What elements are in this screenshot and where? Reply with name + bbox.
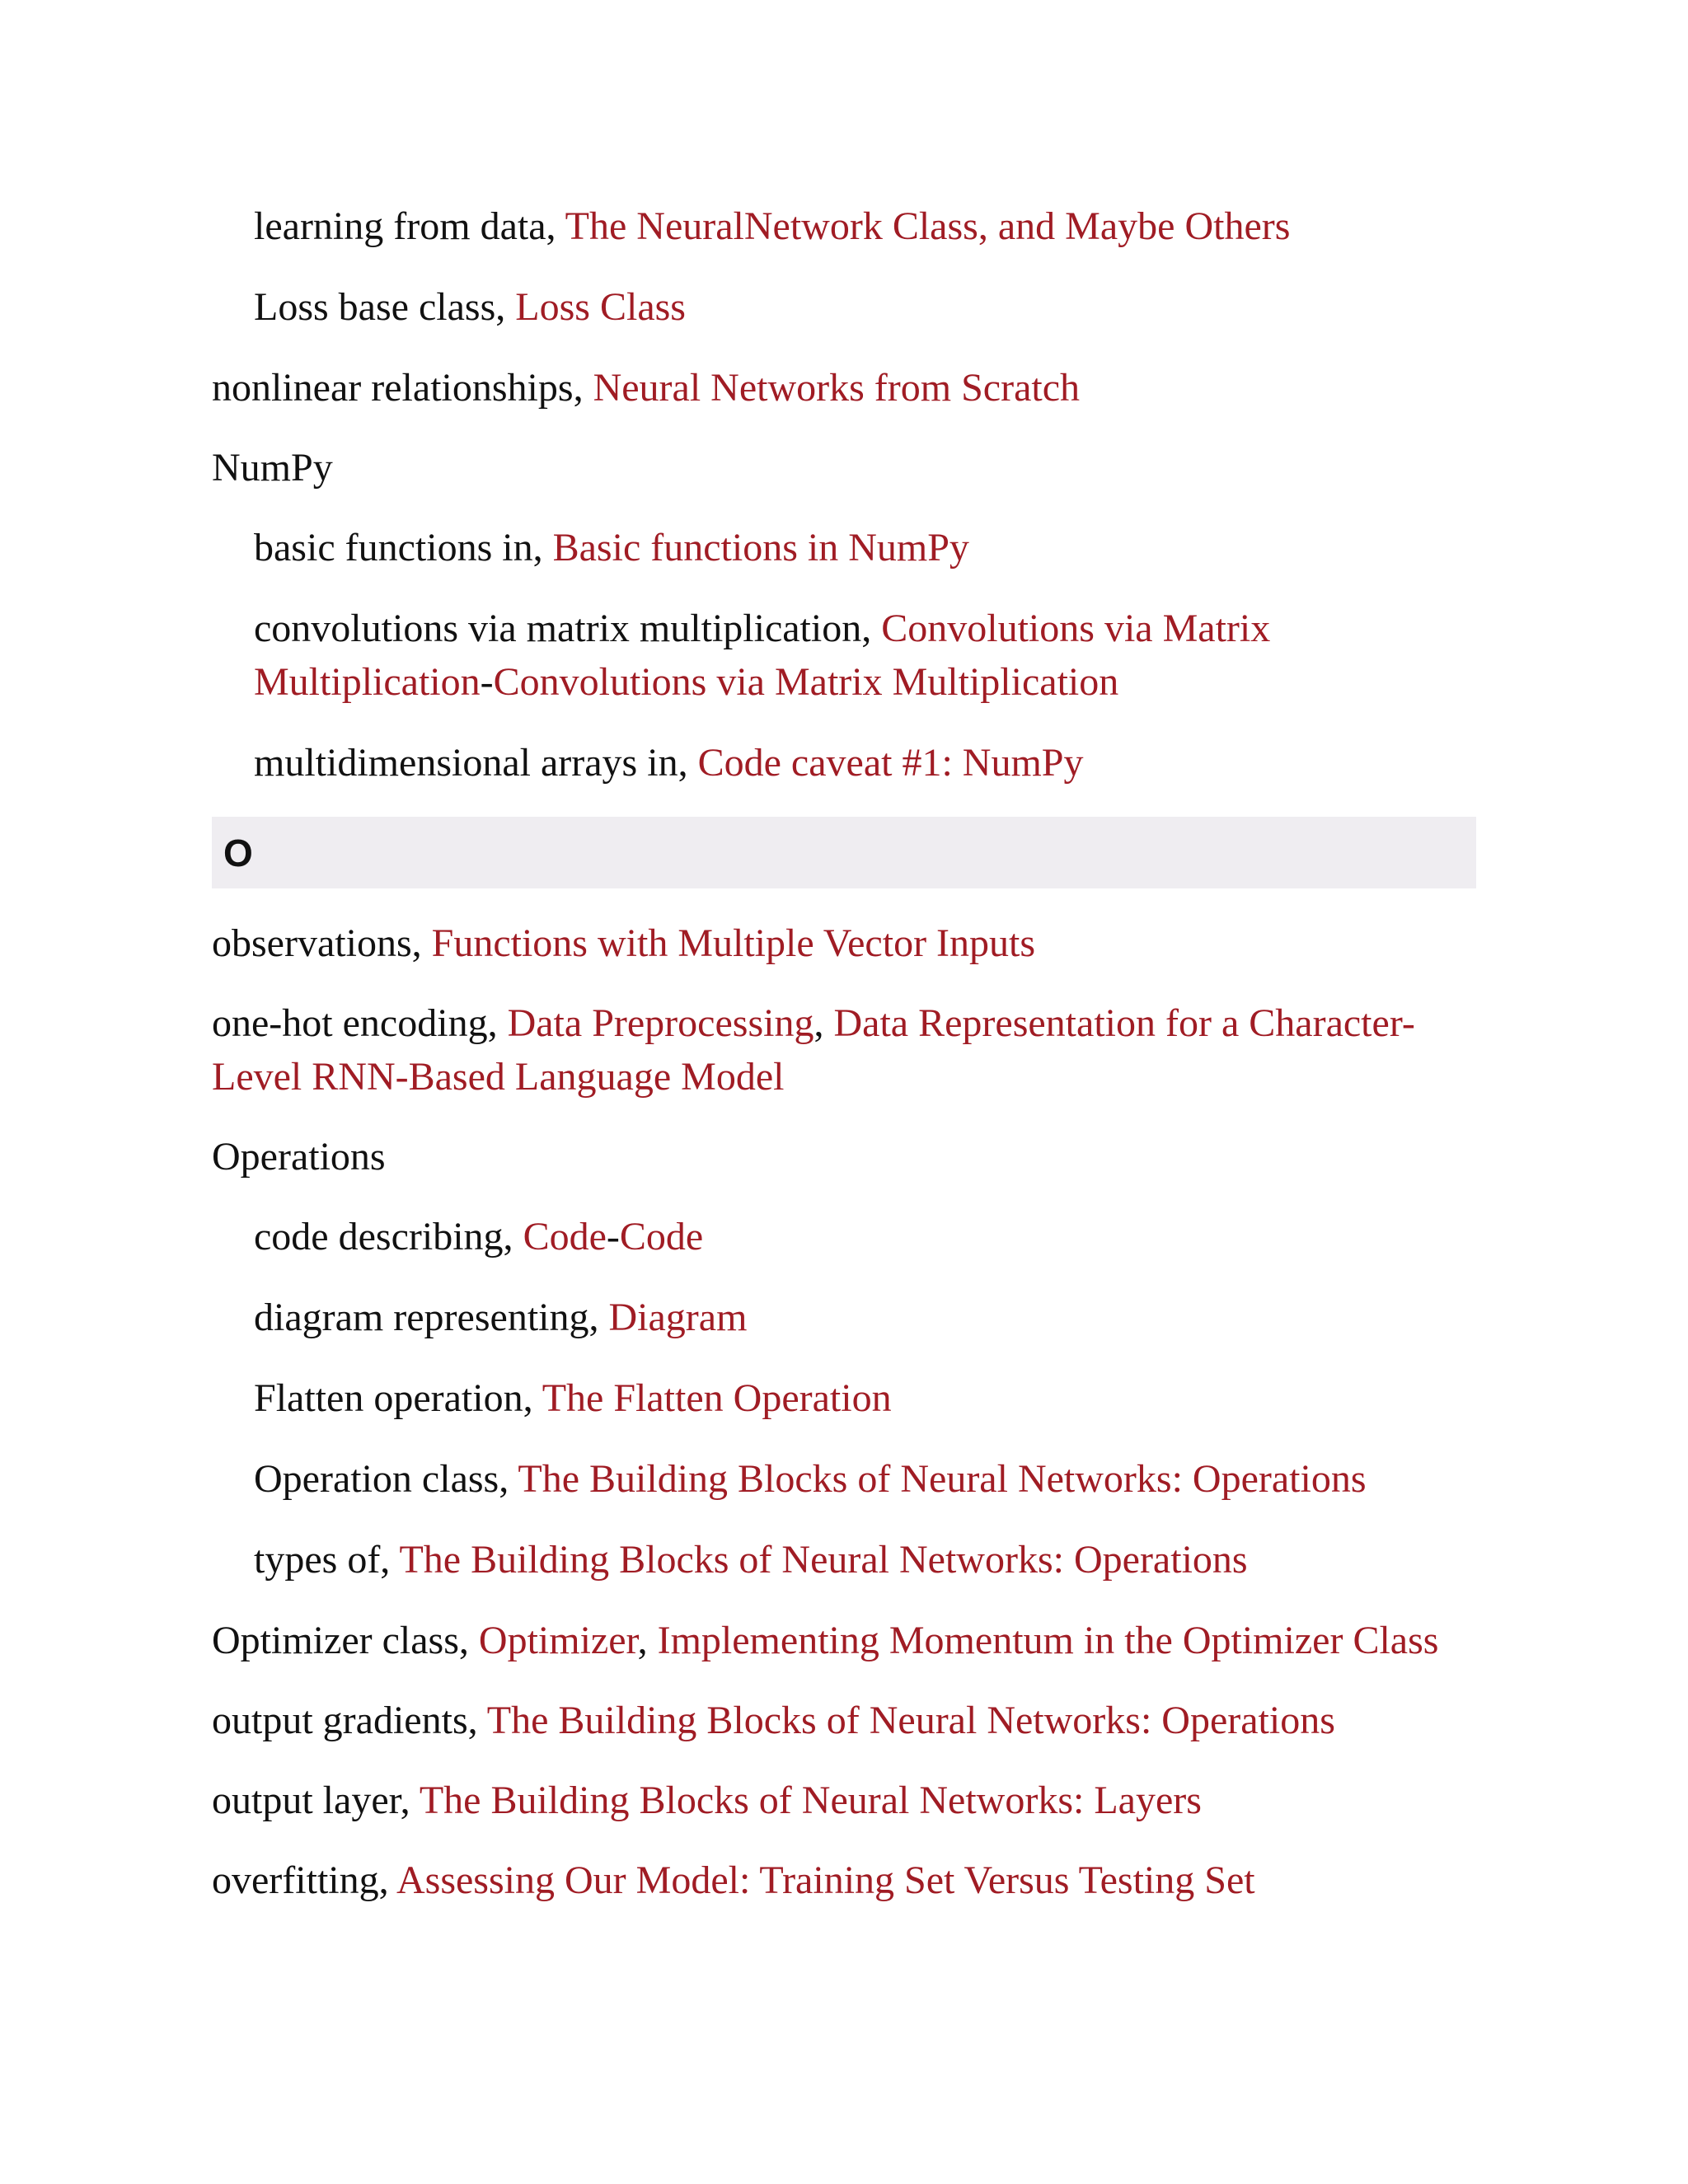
index-entry (212, 441, 1476, 494)
index-subentry (212, 602, 1476, 709)
index-reference-link[interactable]: The Building Blocks of Neural Networks: Operations (486, 1699, 1335, 1742)
index-entries-after (212, 916, 1476, 1907)
index-entry (212, 1854, 1476, 1907)
index-term: types of, (254, 1538, 400, 1582)
index-entry (212, 361, 1476, 415)
index-term: learning from data, (254, 204, 565, 248)
index-entry (212, 1130, 1476, 1183)
index-subentry (212, 736, 1476, 790)
index-reference-link[interactable]: Code (619, 1215, 704, 1258)
index-reference-link[interactable]: Functions with Multiple Vector Inputs (431, 921, 1036, 965)
index-entry (212, 916, 1476, 970)
index-subentry (212, 1533, 1476, 1586)
index-reference-link[interactable]: The Building Blocks of Neural Networks: Operations (399, 1538, 1248, 1582)
index-term: one-hot encoding, (212, 1001, 508, 1045)
index-term: Operation class, (254, 1457, 518, 1501)
index-entry (212, 996, 1476, 1104)
index-reference-link[interactable]: Neural Networks from Scratch (593, 366, 1081, 410)
index-term: NumPy (212, 446, 333, 490)
index-reference-link[interactable]: Code (523, 1215, 607, 1258)
index-term: multidimensional arrays in, (254, 741, 698, 785)
index-reference-link[interactable]: Assessing Our Model: Training Set Versus Testing Set (396, 1858, 1255, 1902)
index-term: Loss base class, (254, 285, 516, 329)
index-term: convolutions via matrix multiplication, (254, 607, 882, 650)
index-term: output gradients, (212, 1699, 487, 1742)
index-term: output layer, (212, 1779, 420, 1822)
index-term: code describing, (254, 1215, 523, 1258)
index-reference-link[interactable]: Data Preprocessing (507, 1001, 814, 1045)
index-entry (212, 1694, 1476, 1747)
section-heading (212, 817, 1476, 888)
index-reference-link[interactable]: Convolutions via Matrix Multiplication (254, 607, 1271, 704)
index-reference-link[interactable]: The Flatten Operation (542, 1376, 892, 1420)
index-entry (212, 1614, 1476, 1667)
section-letter: O (223, 832, 253, 874)
index-reference-link[interactable]: Implementing Momentum in the Optimizer Class (657, 1619, 1439, 1662)
index-reference-link[interactable]: Loss Class (515, 285, 686, 329)
index-term: overfitting, (212, 1858, 396, 1902)
index-term: Operations (212, 1135, 386, 1179)
index-subentry (212, 1371, 1476, 1425)
index-page (212, 199, 1476, 1933)
index-term: basic functions in, (254, 526, 553, 569)
index-subentry (212, 1210, 1476, 1263)
index-term: nonlinear relationships, (212, 366, 593, 410)
ref-separator: , (814, 1001, 834, 1045)
ref-separator: - (606, 1215, 620, 1258)
index-reference-link[interactable]: The Building Blocks of Neural Networks: Operations (518, 1457, 1367, 1501)
index-subentry (212, 521, 1476, 574)
index-reference-link[interactable]: Basic functions in NumPy (552, 526, 969, 569)
index-term: diagram representing, (254, 1296, 609, 1339)
index-reference-link[interactable]: Convolutions via Matrix Multiplication (493, 660, 1119, 704)
index-subentry (212, 280, 1476, 334)
index-entry (212, 1774, 1476, 1827)
ref-separator: - (480, 660, 494, 704)
index-reference-link[interactable]: Optimizer (478, 1619, 638, 1662)
index-subentry (212, 1291, 1476, 1344)
index-reference-link[interactable]: Code caveat #1: NumPy (697, 741, 1084, 785)
index-reference-link[interactable]: The Building Blocks of Neural Networks: Layers (419, 1779, 1202, 1822)
index-entries-before (212, 199, 1476, 790)
index-subentry (212, 1452, 1476, 1506)
index-term: Optimizer class, (212, 1619, 479, 1662)
index-reference-link[interactable]: Diagram (608, 1296, 748, 1339)
index-reference-link[interactable]: Data Representation for a Character-Level RNN-Based Language Model (212, 1001, 1415, 1099)
ref-separator: , (637, 1619, 658, 1662)
index-term: observations, (212, 921, 432, 965)
index-subentry (212, 199, 1476, 253)
index-reference-link[interactable]: The NeuralNetwork Class, and Maybe Others (565, 204, 1291, 248)
index-term: Flatten operation, (254, 1376, 542, 1420)
